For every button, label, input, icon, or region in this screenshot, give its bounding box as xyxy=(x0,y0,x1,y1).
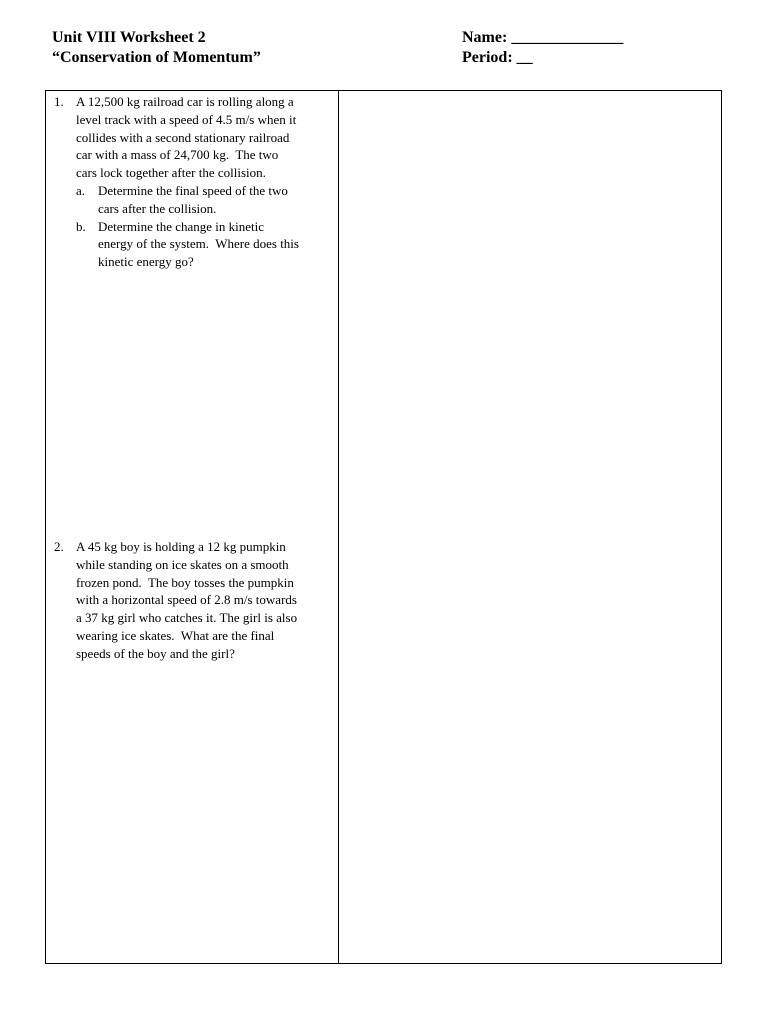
questions-column xyxy=(46,91,339,963)
problem-text-line: while standing on ice skates on a smooth xyxy=(76,556,289,572)
answer-workspace-column[interactable] xyxy=(339,91,721,963)
subpart-text-line: kinetic energy go? xyxy=(98,254,194,270)
problem-number: 2. xyxy=(54,539,64,554)
problem-text-line: frozen pond. The boy tosses the pumpkin xyxy=(76,574,294,590)
problem-text-line: speeds of the boy and the girl? xyxy=(76,645,235,661)
worksheet-title-block xyxy=(52,28,261,68)
problem-text-line: wearing ice skates. What are the final xyxy=(76,627,275,643)
problem-text-line: with a horizontal speed of 2.8 m/s towards xyxy=(76,592,297,608)
subpart-a xyxy=(76,182,338,218)
name-field-label: Name: ______________ xyxy=(462,29,624,46)
subpart-text xyxy=(98,218,338,271)
subpart-text-line: Determine the final speed of the two xyxy=(98,182,288,198)
subpart-text xyxy=(98,182,338,218)
problem-text-line: a 37 kg girl who catches it. The girl is also xyxy=(76,610,298,626)
problem-text-line: collides with a second stationary railroad xyxy=(76,129,290,145)
problem-text-line: cars lock together after the collision. xyxy=(76,165,266,181)
problem-text xyxy=(76,93,338,271)
subpart-text-line: energy of the system. Where does this xyxy=(98,236,299,252)
worksheet-header xyxy=(52,28,732,72)
subpart-text-line: cars after the collision. xyxy=(98,200,217,216)
worksheet-table xyxy=(45,90,722,964)
problem-text-line: A 12,500 kg railroad car is rolling along a xyxy=(76,94,294,109)
problem-text xyxy=(76,538,338,663)
subpart-letter: b. xyxy=(76,218,86,234)
worksheet-title: Unit VIII Worksheet 2 xyxy=(52,29,206,46)
problem-text-line: A 45 kg boy is holding a 12 kg pumpkin xyxy=(76,539,286,554)
worksheet-subtitle: “Conservation of Momentum” xyxy=(52,49,261,66)
subpart-b xyxy=(76,218,338,271)
student-info-block xyxy=(462,28,623,68)
subpart-letter: a. xyxy=(76,182,86,198)
subpart-text-line: Determine the change in kinetic xyxy=(98,218,265,234)
problem-text-line: level track with a speed of 4.5 m/s when it xyxy=(76,111,297,127)
problem-text-line: car with a mass of 24,700 kg. The two xyxy=(76,147,279,163)
period-field-label: Period: __ xyxy=(462,49,533,66)
problem-number: 1. xyxy=(54,94,64,109)
